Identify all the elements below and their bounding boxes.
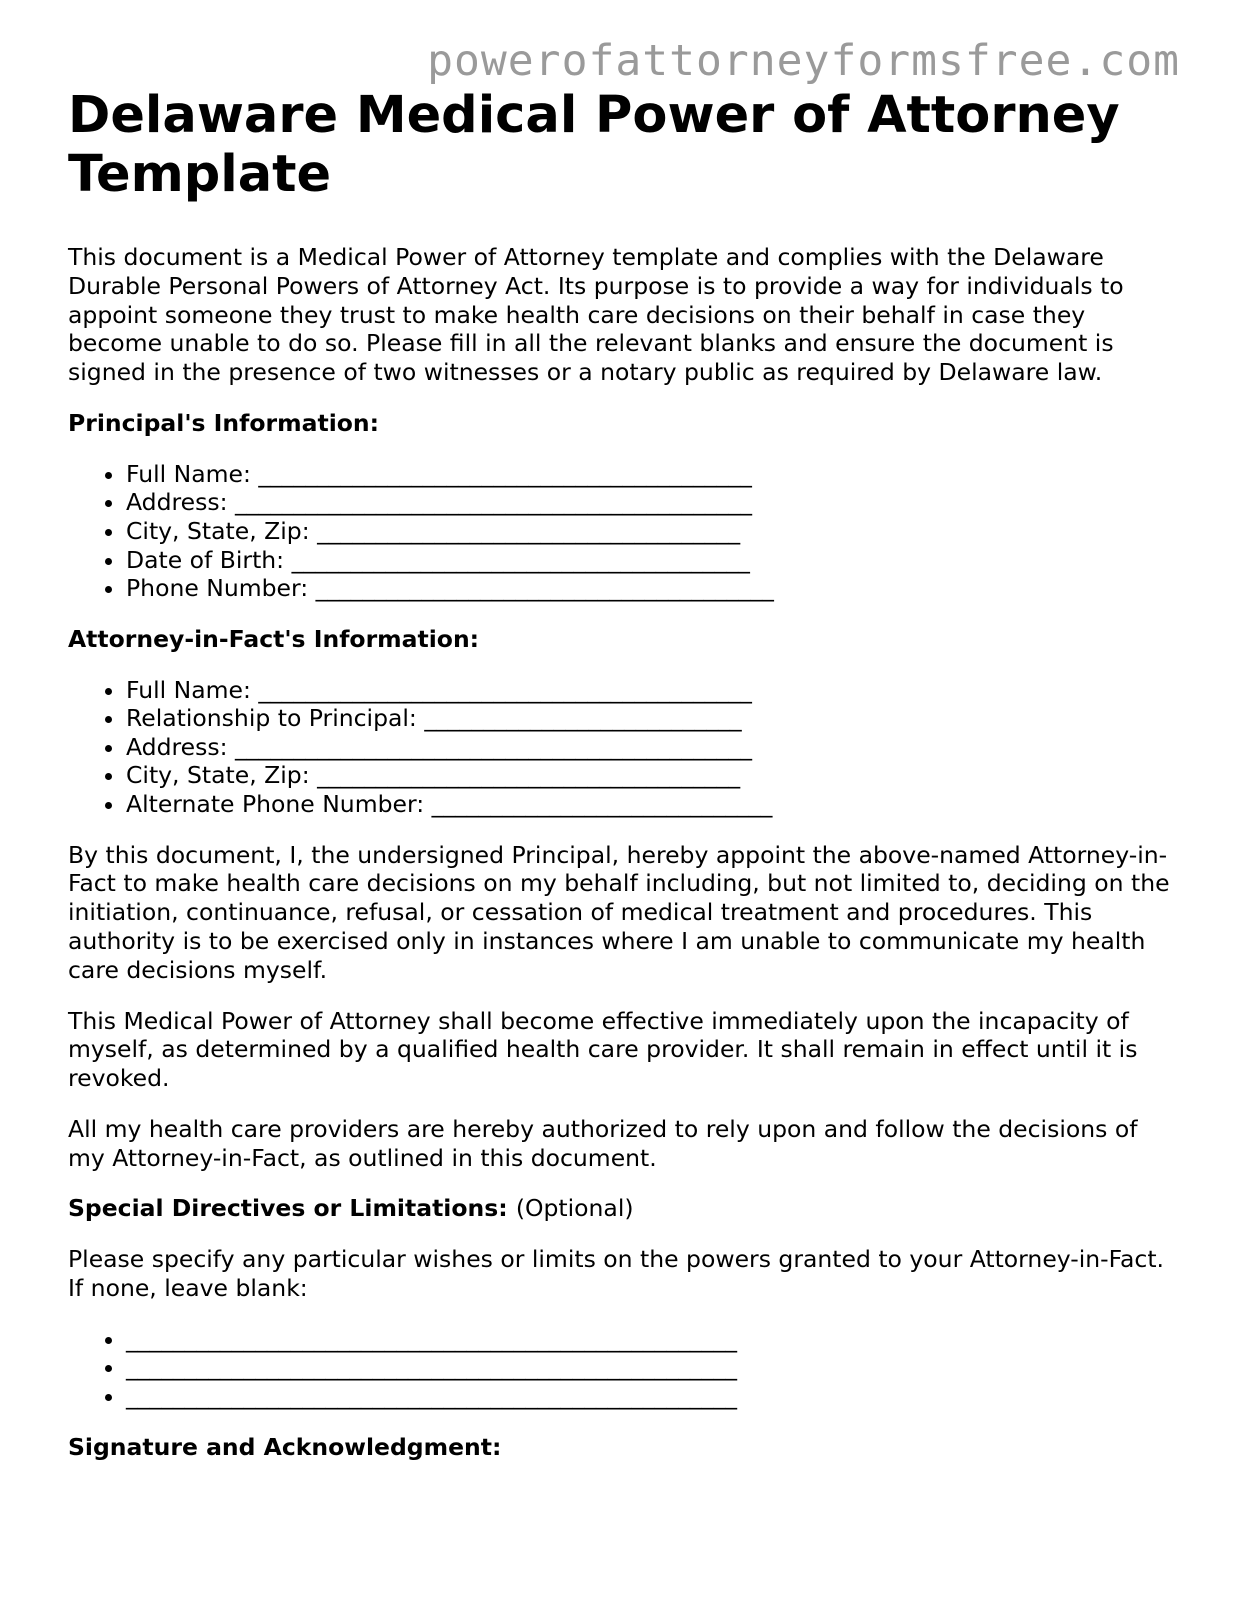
directive-blank-line: • ____________________________________________________: [126, 1353, 1178, 1382]
principal-phone-field: • Phone Number: _______________________________________: [126, 574, 1178, 603]
directives-instructions: Please specify any particular wishes or limits on the powers granted to your Attorney-in-Fact. If none, leave blank:: [68, 1245, 1165, 1303]
attorney-alternate-phone-field: • Alternate Phone Number: _____________________________: [126, 790, 1178, 819]
optional-label: (Optional): [515, 1194, 634, 1223]
directives-lines: [68, 1325, 1178, 1411]
attorney-full-name-field: • Full Name: __________________________________________: [126, 676, 1178, 705]
appointment-paragraph: By this document, I, the undersigned Principal, hereby appoint the above-named Attorney-in-Fact to make health care decisions on my behalf including, but not limited to, deciding on the initiation, continuance, refusal, or cessation of medical treatment and procedures. This authority is to be exercised only in instances where I am unable to communicate my health care decisions myself.: [68, 840, 1170, 984]
document-title: Delaware Medical Power of Attorney Template: [68, 86, 1120, 204]
reliance-paragraph: All my health care providers are hereby authorized to rely upon and follow the decisions of my Attorney-in-Fact, as outlined in this document.: [68, 1114, 1138, 1172]
attorney-heading: Attorney-in-Fact's Information:: [68, 624, 480, 653]
directives-heading: [68, 1194, 1178, 1223]
attorney-relationship-field: • Relationship to Principal: ___________________________: [126, 704, 1178, 733]
directive-blank-line: • ____________________________________________________: [126, 1382, 1178, 1411]
principal-heading: Principal's Information:: [68, 408, 380, 437]
intro-paragraph: This document is a Medical Power of Attorney template and complies with the Delaware Durable Personal Powers of Attorney Act. Its purpose is to provide a way for individuals to appoint someone they trust to make health care decisions on their behalf in case they become unable to do so. Please fill in all the relevant blanks and ensure the document is signed in the presence of two witnesses or a notary public as required by Delaware law.: [68, 243, 1124, 387]
principal-date-of-birth-field: • Date of Birth: _______________________________________: [126, 546, 1178, 575]
directive-blank-line: • ____________________________________________________: [126, 1325, 1178, 1354]
site-watermark: powerofattorneyformsfree.com: [427, 36, 1180, 86]
attorney-city-state-zip-field: • City, State, Zip: ____________________________________: [126, 761, 1178, 790]
signature-heading: Signature and Acknowledgment:: [68, 1432, 502, 1461]
directives-heading-text: Special Directives or Limitations:: [68, 1194, 508, 1223]
principal-address-field: • Address: ____________________________________________: [126, 488, 1178, 517]
attorney-address-field: • Address: ____________________________________________: [126, 733, 1178, 762]
document-body: [68, 86, 1178, 1483]
effective-paragraph: This Medical Power of Attorney shall become effective immediately upon the incapacity of myself, as determined by a qualified health care provider. It shall remain in effect until it is revoked.: [68, 1006, 1138, 1093]
attorney-fields: [68, 676, 1178, 819]
principal-fields: [68, 460, 1178, 603]
principal-full-name-field: • Full Name: __________________________________________: [126, 460, 1178, 489]
principal-city-state-zip-field: • City, State, Zip: ____________________________________: [126, 517, 1178, 546]
